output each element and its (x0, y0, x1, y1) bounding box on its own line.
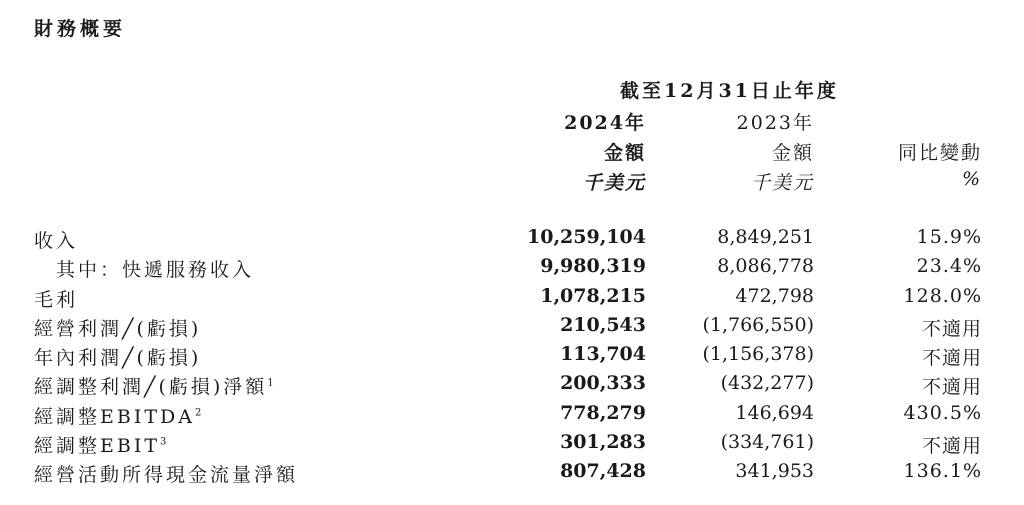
table-row (0, 429, 1024, 458)
table-row (0, 341, 1024, 370)
row-label: 收入 (34, 230, 79, 252)
row-label: 經調整EBIT$^3$ (34, 435, 167, 458)
value-change: 136.1% (903, 460, 982, 483)
table-row (0, 400, 1024, 429)
value-2023: 8,849,251 (717, 226, 814, 248)
value-2023: (1,766,550) (702, 313, 814, 336)
table-row (0, 458, 1024, 487)
row-label: 其中：快遞服務收入 (56, 259, 255, 282)
value-change: 128.0% (903, 284, 982, 307)
footnote-marker: 2 (194, 407, 202, 419)
row-label: 毛利 (34, 288, 79, 311)
value-2024: 807,428 (560, 460, 646, 483)
col-change-label: 同比變動 (897, 142, 982, 164)
table-row (0, 283, 1024, 312)
value-2024: 210,543 (560, 313, 646, 336)
col-2023-unit: 千美元 (750, 172, 814, 194)
table-row (0, 312, 1024, 341)
value-change: 430.5% (903, 401, 982, 424)
value-2023: 341,953 (735, 460, 814, 483)
value-2024: 10,259,104 (527, 226, 646, 248)
value-2024: 301,283 (560, 431, 646, 454)
value-change: 不適用 (921, 435, 982, 458)
value-change: 15.9% (916, 226, 982, 248)
table-row (0, 370, 1024, 399)
value-2023: 472,798 (735, 284, 814, 307)
footnote-marker: 3 (160, 436, 167, 448)
col-2023-year: 2023年 (736, 112, 814, 134)
value-2023: (1,156,378) (702, 343, 814, 366)
value-change: 23.4% (916, 255, 982, 278)
row-label: 經營活動所得現金流量淨額 (34, 464, 299, 487)
row-label: 年內利潤╱(虧損) (34, 347, 202, 370)
col-change-unit: % (961, 168, 982, 190)
footnote-marker: 1 (267, 378, 274, 390)
financial-table (0, 224, 1024, 488)
row-label: 經調整利潤╱(虧損)淨額$^1$ (34, 376, 274, 399)
value-change: 不適用 (921, 347, 982, 370)
value-2023: 8,086,778 (717, 255, 814, 278)
period-header: 截至12月31日止年度 (620, 80, 839, 102)
table-row (0, 224, 1024, 253)
value-2024: 200,333 (560, 372, 646, 395)
row-label: 經調整EBITDA$^2$ (34, 405, 202, 428)
value-2023: (432,277) (720, 372, 814, 395)
value-2024: 9,980,319 (540, 255, 646, 278)
table-row (0, 253, 1024, 282)
row-label: 經營利潤╱(虧損) (34, 317, 202, 340)
value-change: 不適用 (921, 376, 982, 399)
col-2024-kind: 金額 (603, 142, 646, 164)
value-2023: 146,694 (735, 401, 814, 424)
page-title: 財務概要 (34, 18, 127, 40)
value-2023: (334,761) (720, 431, 814, 454)
value-2024: 778,279 (560, 401, 646, 424)
col-2024-year: 2024年 (564, 112, 646, 134)
col-2024-unit: 千美元 (582, 172, 646, 194)
col-2023-kind: 金額 (771, 142, 814, 164)
value-change: 不適用 (921, 317, 982, 340)
value-2024: 1,078,215 (540, 284, 646, 307)
value-2024: 113,704 (560, 343, 646, 366)
